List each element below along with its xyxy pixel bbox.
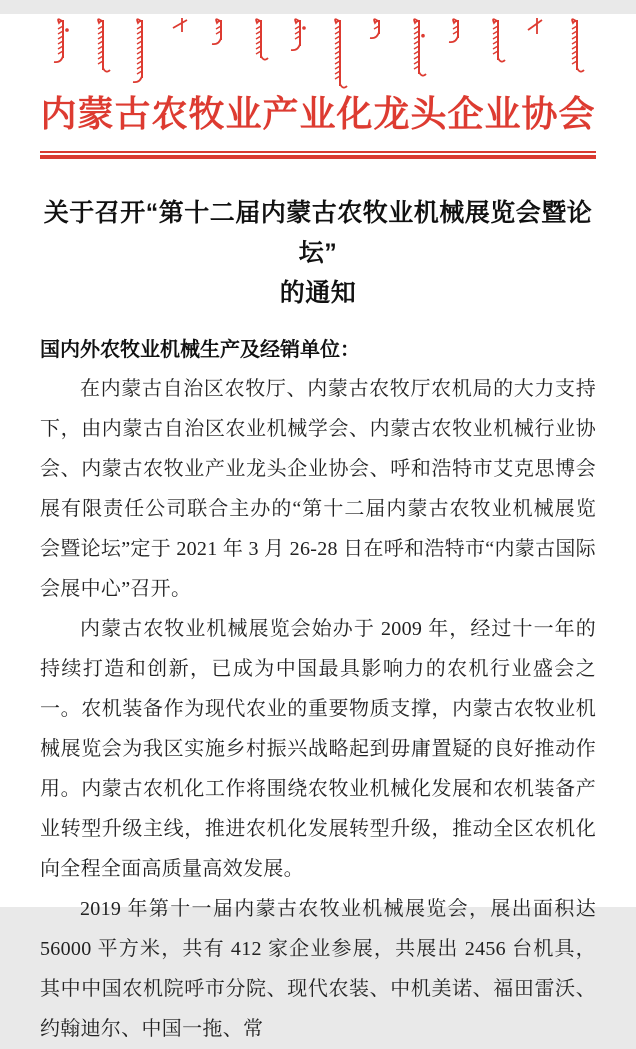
mongolian-word	[50, 14, 72, 94]
mongolian-word	[524, 14, 546, 94]
paragraph-2: 内蒙古农牧业机械展览会始办于 2009 年，经过十一年的持续打造和创新，已成为中国最具影响力的农机行业盛会之一。农机装备作为现代农业的重要物质支撑，内蒙古农牧业机械展览会为我区实施乡村振兴战略起到毋庸置疑的良好推动作用。内蒙古农机化工作将围绕农牧业机械化发展和农机装备产业转型升级主线，推进农机化发展转型升级，推动全区农机化向全程全面高质量高效发展。	[40, 618, 596, 880]
mongolian-word	[129, 14, 151, 94]
mongolian-word	[208, 14, 230, 94]
salutation: 国内外农牧业机械生产及经销单位：	[40, 339, 360, 361]
notice-document-page	[0, 14, 636, 1040]
mongolian-word	[564, 14, 586, 94]
notice-title-line1: 关于召开“第十二届内蒙古农牧业机械展览会暨论坛”	[43, 199, 593, 267]
mongolian-script-icon	[40, 14, 596, 92]
red-divider	[40, 151, 596, 159]
mongolian-word	[406, 14, 428, 94]
mongolian-word	[248, 14, 270, 94]
mongolian-word	[327, 14, 349, 94]
org-name-title: 内蒙古农牧业产业化龙头企业协会	[40, 94, 596, 134]
paragraph-1: 在内蒙古自治区农牧厅、内蒙古农牧厅农机局的大力支持下，由内蒙古自治区农业机械学会、内蒙古农牧业机械行业协会、内蒙古农牧业产业龙头企业协会、呼和浩特市艾克思博会展有限责任公司联合主办的“第十二届内蒙古农牧业机械展览会暨论坛”定于 2021 年 3 月 26-28 日在呼和浩特市“内蒙古国际会展中心”召开。	[40, 378, 596, 600]
notice-title-line2: 的通知	[279, 279, 357, 307]
mongolian-word	[287, 14, 309, 94]
red-divider-thick-line	[40, 155, 596, 159]
mongolian-word	[366, 14, 388, 94]
mongolian-word	[485, 14, 507, 94]
mongolian-word	[445, 14, 467, 94]
notice-title	[40, 193, 596, 313]
mongolian-word	[169, 14, 191, 94]
mongolian-word	[90, 14, 112, 94]
paragraph-3: 2019 年第十一届内蒙古农牧业机械展览会，展出面积达 56000 平方米，共有 412 家企业参展，共展出 2456 台机具，其中中国农机院呼市分院、现代农装、中机美诺、福田雷沃、约翰迪尔、中国一拖、常	[40, 898, 596, 1040]
notice-body	[40, 369, 596, 1049]
